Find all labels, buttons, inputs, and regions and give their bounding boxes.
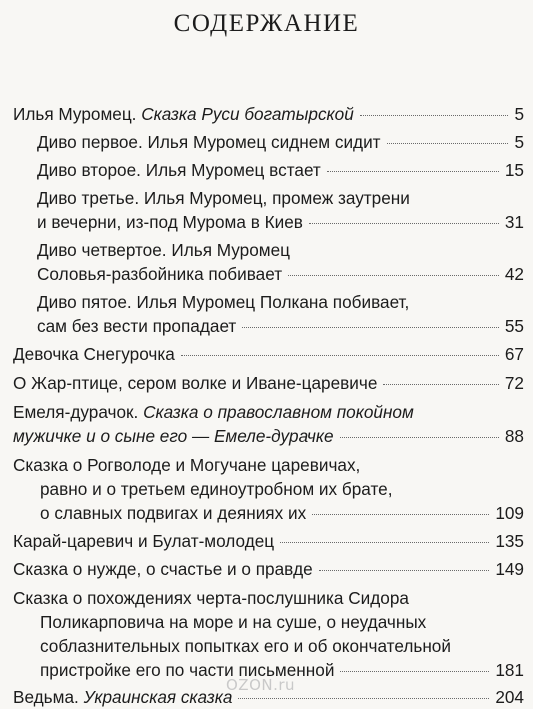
- toc-entry-line: Диво пятое. Илья Муромец Полкана побивает,: [37, 292, 410, 312]
- toc-subentry: [0, 130, 533, 154]
- toc-entry-subtitle: мужичке и о сыне его — Емеле-дурачке: [13, 426, 334, 446]
- toc-entry-subtitle: Сказка о православном покойном: [143, 402, 414, 422]
- toc-entry-line: пристройке его по части письменной: [40, 660, 335, 680]
- page-number: 135: [495, 531, 524, 551]
- toc-entry: [0, 102, 533, 126]
- toc-entry: [0, 400, 533, 448]
- toc-entry-line: Соловья-разбойника побивает: [37, 264, 283, 284]
- toc-entry-title: [13, 102, 354, 126]
- toc-subentry: [0, 186, 533, 234]
- toc-entry: [0, 529, 533, 553]
- dot-leader: [238, 698, 489, 699]
- page-title: СОДЕРЖАНИЕ: [173, 10, 360, 37]
- toc-subentry: [0, 290, 533, 338]
- toc-entry-title: О Жар-птице, сером волке и Иване-царевиче: [13, 373, 378, 393]
- toc-entry-line: Диво третье. Илья Муромец, промеж заутрени: [37, 188, 410, 208]
- dot-leader: [280, 542, 489, 543]
- toc-entry-subtitle: Сказка Руси богатырской: [141, 104, 354, 124]
- page-number: 31: [504, 212, 524, 232]
- toc-entry-title: Диво первое. Илья Муромец сиднем сидит: [37, 132, 381, 152]
- toc-entry-line: Диво четвертое. Илья Муромец: [37, 240, 291, 260]
- toc-entry-line: сам без вести пропадает: [37, 316, 237, 336]
- toc-entry-line: Поликарповича на море и на суше, о неудачных: [40, 612, 427, 632]
- dot-leader: [340, 437, 499, 438]
- dot-leader: [312, 514, 489, 515]
- toc-entry-line: [13, 400, 524, 424]
- toc-entry-title: Диво второе. Илья Муромец встает: [37, 160, 321, 180]
- toc-entry-line: равно и о третьем единоутробном их брате,: [40, 479, 393, 499]
- page-number: 5: [514, 132, 524, 152]
- toc-entry-title: Девочка Снегурочка: [13, 344, 175, 364]
- toc-entry: [0, 453, 533, 525]
- dot-leader: [288, 275, 499, 276]
- toc-entry-line: соблазнительных попытках его и об окончательной: [40, 636, 451, 656]
- page-number: 67: [504, 344, 524, 364]
- page-number: 204: [495, 687, 524, 707]
- dot-leader: [383, 384, 498, 385]
- toc-entry-title-plain: Илья Муромец.: [13, 104, 142, 124]
- toc-entry-title: Сказка о нужде, о счастье и о правде: [13, 559, 313, 579]
- toc-entry: [0, 586, 533, 682]
- toc-entry-title: Карай-царевич и Булат-молодец: [13, 531, 275, 551]
- dot-leader: [242, 327, 499, 328]
- page-number: 88: [504, 426, 524, 446]
- page-number: 5: [514, 104, 524, 124]
- page-number: 42: [504, 264, 524, 284]
- dot-leader: [181, 355, 499, 356]
- page-number: 15: [504, 160, 524, 180]
- toc-entry: [0, 557, 533, 581]
- toc-entry-title: [13, 685, 232, 709]
- toc-entry-subtitle: Украинская сказка: [83, 687, 233, 707]
- watermark-text: OZON.ru: [226, 676, 296, 694]
- toc-entry-title-plain: Ведьма.: [13, 687, 84, 707]
- toc-entry-line: Сказка о Рогволоде и Могучане царевичах,: [13, 455, 361, 475]
- dot-leader: [327, 171, 499, 172]
- dot-leader: [309, 223, 499, 224]
- page-number: 55: [504, 316, 524, 336]
- toc-entry: [0, 342, 533, 366]
- dot-leader: [360, 115, 509, 116]
- dot-leader: [319, 570, 490, 571]
- toc-subentry: [0, 238, 533, 286]
- page-number: 181: [495, 660, 524, 680]
- page-number: 149: [495, 559, 524, 579]
- toc-entry: [0, 371, 533, 395]
- dot-leader: [387, 143, 509, 144]
- page-number: 109: [495, 503, 524, 523]
- dot-leader: [340, 671, 489, 672]
- toc-entry-line: о славных подвигах и деяниях их: [40, 503, 307, 523]
- toc-subentry: [0, 158, 533, 182]
- table-of-contents: [0, 102, 533, 709]
- toc-entry-line: Сказка о похождениях черта-послушника Сидора: [13, 588, 409, 608]
- toc-entry-title-plain: Емеля-дурачок.: [13, 402, 144, 422]
- page-number: 72: [504, 373, 524, 393]
- toc-entry-line: и вечерни, из-под Мурома в Киев: [37, 212, 303, 232]
